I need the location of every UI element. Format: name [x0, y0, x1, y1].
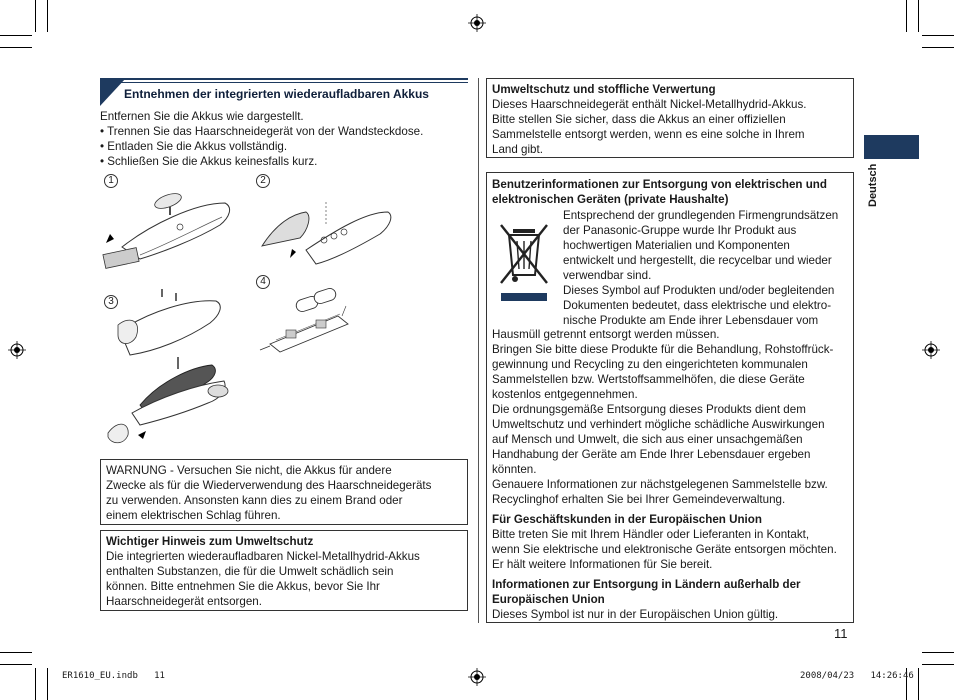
warning-line: Zwecke als für die Wiederverwendung des Haarschneidegeräts: [106, 479, 432, 492]
business-line: Bitte treten Sie mit Ihrem Händler oder Lieferanten in Kontakt,: [492, 528, 810, 541]
disposal-line: Bringen Sie bitte diese Produkte für die Behandlung, Rohstoffrück-: [492, 343, 834, 356]
bullet-item: • Schließen Sie die Akkus keinesfalls kurz.: [100, 155, 318, 168]
recycling-line: Sammelstelle entsorgt werden, wenn es eine solche in Ihrem: [492, 128, 805, 141]
hint-line: Die integrierten wiederaufladbaren Nickel-Metallhydrid-Akkus: [106, 550, 420, 563]
registration-mark-icon: [468, 14, 486, 32]
warning-box: [100, 459, 468, 525]
business-line: wenn Sie elektrische und elektronische Geräte entsorgen möchten.: [492, 543, 837, 556]
recycling-line: Land gibt.: [492, 143, 543, 156]
language-label: Deutsch: [867, 163, 879, 207]
hint-title: Wichtiger Hinweis zum Umweltschutz: [106, 535, 314, 548]
footer-timestamp: 2008/04/23 14:26:46: [800, 671, 914, 681]
disposal-info-box: [486, 172, 854, 623]
battery-removal-icon: [256, 280, 386, 360]
disposal-line: Sammelstellen bzw. Wertstoffsammelhöfen, die diese Geräte: [492, 373, 805, 386]
disposal-line: Recyclinghof erhalten Sie bei Ihrer Gemeindeverwaltung.: [492, 493, 786, 506]
footer-filename: ER1610_EU.indb 11: [62, 671, 165, 681]
disposal-line: Entsprechend der grundlegenden Firmengrundsätzen: [563, 209, 839, 222]
disposal-body: [492, 327, 850, 622]
section-title: Entnehmen der integrierten wiederaufladbaren Akkus: [124, 87, 429, 101]
crop-mark: [922, 35, 954, 36]
crop-mark: [0, 664, 32, 665]
crop-mark: [922, 664, 954, 665]
crop-mark: [0, 652, 32, 653]
registration-mark-icon: [468, 668, 486, 686]
figure-label-2: 2: [256, 174, 270, 188]
disposal-line: entwickelt und hergestellt, die recycelbar und wieder: [563, 254, 832, 267]
intro-lead: Entfernen Sie die Akkus wie dargestellt.: [100, 110, 304, 123]
crop-mark: [922, 47, 954, 48]
disposal-line: hochwertigen Materialien und Komponenten: [563, 239, 790, 252]
business-title: Für Geschäftskunden in der Europäischen Union: [492, 513, 762, 526]
bullet-item: • Entladen Sie die Akkus vollständig.: [100, 140, 288, 153]
disposal-title: elektronischen Geräten (private Haushalte): [492, 193, 729, 206]
crop-mark: [918, 0, 919, 32]
outside-eu-line: Dieses Symbol ist nur in der Europäischen Union gültig.: [492, 608, 779, 621]
crop-mark: [47, 0, 48, 32]
figure-label-3: 3: [104, 295, 118, 309]
crop-mark: [35, 0, 36, 32]
recycling-box: [486, 78, 854, 158]
disposal-line: gewinnung und Recycling zu den eingerichteten kommunalen: [492, 358, 808, 371]
crop-mark: [0, 35, 32, 36]
crop-mark: [922, 652, 954, 653]
disposal-line: Dieses Symbol auf Produkten und/oder begleitenden: [563, 284, 835, 297]
hint-line: können. Bitte entnehmen Sie die Akkus, bevor Sie Ihr: [106, 580, 380, 593]
disposal-line: kostenlos entgegennehmen.: [492, 388, 638, 401]
crop-mark: [906, 0, 907, 32]
outside-eu-title: Informationen zur Entsorgung in Ländern außerhalb der: [492, 578, 801, 591]
disposal-line: Die ordnungsgemäße Entsorgung dieses Produkts dient dem: [492, 403, 806, 416]
header-corner-icon: [100, 78, 126, 106]
column-divider: [478, 78, 479, 623]
disposal-intro: [563, 208, 853, 328]
disposal-line: könnten.: [492, 463, 537, 476]
section-header: [100, 78, 468, 106]
clipper-blade-removal-icon: [100, 185, 235, 275]
warning-line: zu verwenden. Ansonsten kann dies zu einem Brand oder: [106, 494, 403, 507]
language-tab: [864, 135, 919, 159]
environment-hint-box: [100, 530, 468, 611]
disposal-line: nische Produkte am Ende ihrer Lebensdauer vom: [563, 314, 819, 327]
registration-mark-icon: [8, 341, 26, 359]
disposal-line: Handhabung der Geräte am Ende Ihrer Lebensdauer ergeben: [492, 448, 811, 461]
disposal-line: auf Mensch und Umwelt, die sich aus einer unsachgemäßen: [492, 433, 803, 446]
disposal-line: Genauere Informationen zur nächstgelegenen Sammelstelle bzw.: [492, 478, 828, 491]
crop-mark: [47, 668, 48, 700]
bullet-item: • Trennen Sie das Haarschneidegerät von der Wandsteckdose.: [100, 125, 424, 138]
disposal-line: verwendbar sind.: [563, 269, 652, 282]
recycling-line: Dieses Haarschneidegerät enthält Nickel-Metallhydrid-Akkus.: [492, 98, 807, 111]
warning-line: einem elektrischen Schlag führen.: [106, 509, 281, 522]
figure-label-4: 4: [256, 275, 270, 289]
hint-line: Haarschneidegerät entsorgen.: [106, 595, 262, 608]
crop-mark: [35, 668, 36, 700]
hint-line: enthalten Substanzen, die für die Umwelt schädlich sein: [106, 565, 394, 578]
outside-eu-title: Europäischen Union: [492, 593, 605, 606]
disposal-line: Hausmüll getrennt entsorgt werden müssen.: [492, 328, 720, 341]
warning-line: WARNUNG - Versuchen Sie nicht, die Akkus für andere: [106, 464, 392, 477]
page-number: 11: [834, 626, 848, 641]
crossed-out-wheelie-bin-icon: [499, 223, 549, 303]
intro-text: [100, 109, 470, 169]
disposal-line: Dokumenten bedeutet, dass elektrische und elektro-: [563, 299, 832, 312]
disposal-title: Benutzerinformationen zur Entsorgung von elektrischen und: [492, 178, 827, 191]
disposal-line: der Panasonic-Gruppe wurde Ihr Produkt aus: [563, 224, 797, 237]
recycling-title: Umweltschutz und stoffliche Verwertung: [492, 83, 716, 96]
registration-mark-icon: [922, 341, 940, 359]
cover-removal-icon: [256, 190, 396, 275]
disposal-line: Umweltschutz und verhindert mögliche schädliche Auswirkungen: [492, 418, 825, 431]
housing-disassembly-icon: [100, 285, 240, 455]
crop-mark: [0, 47, 32, 48]
figure-label-1: 1: [104, 174, 118, 188]
recycling-line: Bitte stellen Sie sicher, dass die Akkus an einer offiziellen: [492, 113, 786, 126]
business-line: Er hält weitere Informationen für Sie bereit.: [492, 558, 713, 571]
crop-mark: [918, 668, 919, 700]
